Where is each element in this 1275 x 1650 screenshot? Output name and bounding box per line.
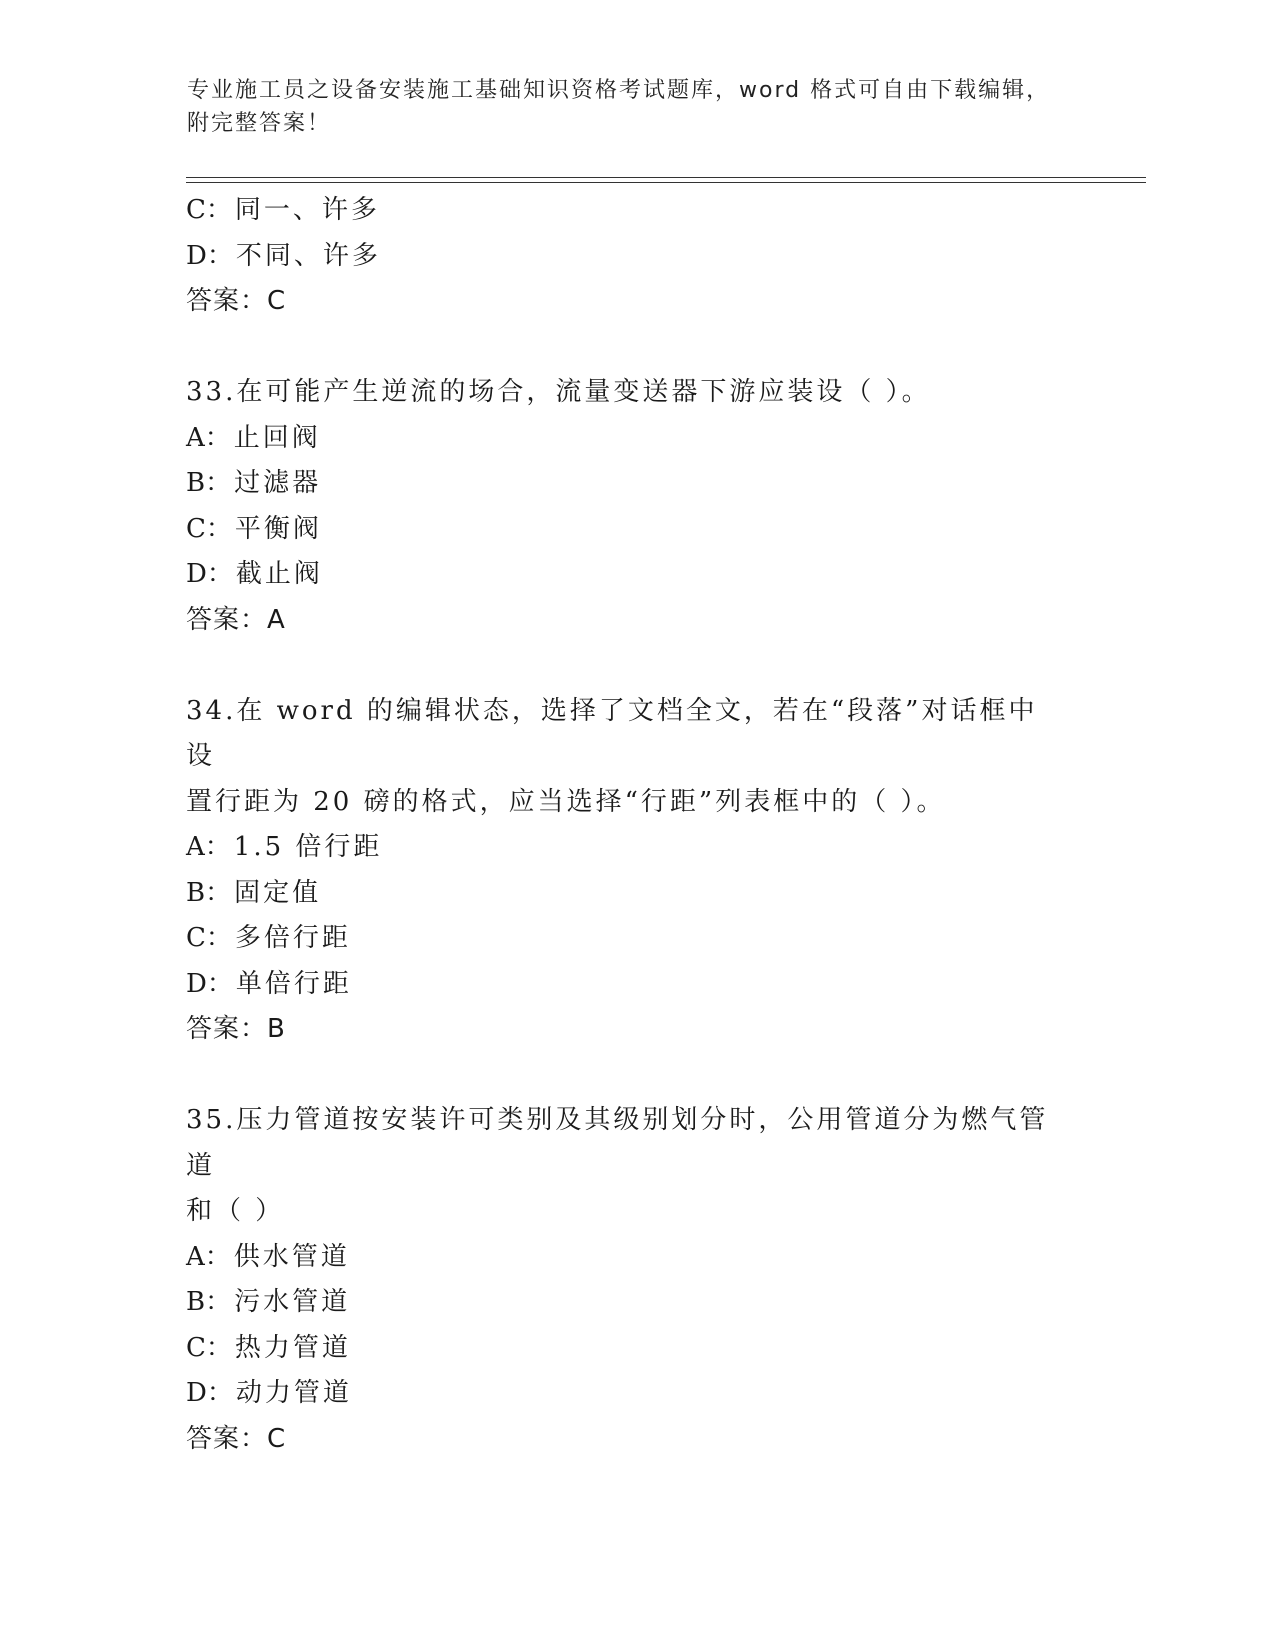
header-divider-top [186, 177, 1146, 178]
option-key: C [186, 195, 206, 225]
option-text: 热力管道 [234, 1332, 351, 1363]
option-text: 污水管道 [234, 1287, 351, 1317]
option-key: C [186, 923, 206, 953]
option-c: C：同一、许多 [186, 195, 380, 225]
option-c: C：平衡阀 [186, 513, 322, 544]
option-key: B [186, 1287, 206, 1317]
option-d: D：截止阀 [186, 559, 323, 589]
option-text: 供水管道 [233, 1241, 350, 1272]
option-text: 单倍行距 [235, 968, 352, 999]
option-d: D：不同、许多 [186, 240, 381, 271]
option-text: 固定值 [234, 877, 322, 908]
option-key: D [186, 559, 207, 589]
answer-line: 答案：A [186, 604, 286, 635]
option-text: 过滤器 [234, 468, 322, 498]
question-block-32 [186, 188, 1086, 325]
option-key: D [186, 1378, 207, 1408]
option-key: B [186, 468, 206, 498]
option-d: D：动力管道 [186, 1378, 352, 1408]
header-divider-bottom [186, 182, 1146, 183]
header-line-2: 附完整答案！ [187, 111, 332, 136]
option-c: C：热力管道 [186, 1332, 351, 1363]
option-key: A [186, 422, 205, 453]
option-a: A：供水管道 [186, 1241, 350, 1272]
question-block-35 [186, 1098, 1086, 1462]
option-text: 止回阀 [233, 422, 321, 453]
option-a: A：1.5 倍行距 [186, 832, 383, 862]
answer-line: 答案：B [186, 1014, 286, 1044]
option-key: C [186, 513, 206, 544]
document-body [186, 188, 1086, 1462]
page-header [187, 74, 1067, 140]
option-text: 同一、许多 [234, 195, 380, 225]
option-key: A [186, 1241, 205, 1272]
option-b: B：固定值 [186, 877, 322, 908]
option-key: C [186, 1332, 206, 1363]
question-text-line-1: 34.在 word 的编辑状态，选择了文档全文，若在“段落”对话框中设 [186, 695, 1038, 771]
option-a: A：止回阀 [186, 422, 321, 453]
option-text: 多倍行距 [234, 923, 351, 953]
question-block-34 [186, 689, 1086, 1053]
option-text: 1.5 倍行距 [233, 832, 383, 862]
option-key: B [186, 877, 206, 908]
question-text-line-2: 置行距为 20 磅的格式，应当选择“行距”列表框中的（ ）。 [186, 786, 946, 817]
option-b: B：污水管道 [186, 1287, 351, 1317]
option-text: 动力管道 [235, 1378, 352, 1408]
option-key: D [186, 240, 207, 271]
question-block-33 [186, 370, 1086, 643]
question-text-line-1: 35.压力管道按安装许可类别及其级别划分时，公用管道分为燃气管道 [186, 1105, 1049, 1181]
option-key: D [186, 968, 207, 999]
header-line-1: 专业施工员之设备安装施工基础知识资格考试题库，word 格式可自由下载编辑， [187, 78, 1051, 103]
option-text: 不同、许多 [235, 240, 381, 271]
option-text: 截止阀 [235, 559, 323, 589]
question-text: 33.在可能产生逆流的场合，流量变送器下游应装设（ ）。 [186, 377, 931, 407]
option-key: A [186, 832, 205, 862]
option-b: B：过滤器 [186, 468, 322, 498]
option-c: C：多倍行距 [186, 923, 351, 953]
question-text-line-2: 和（ ） [186, 1196, 285, 1226]
option-text: 平衡阀 [234, 513, 322, 544]
answer-line: 答案：C [186, 1423, 287, 1454]
answer-line: 答案：C [186, 286, 287, 316]
option-d: D：单倍行距 [186, 968, 352, 999]
